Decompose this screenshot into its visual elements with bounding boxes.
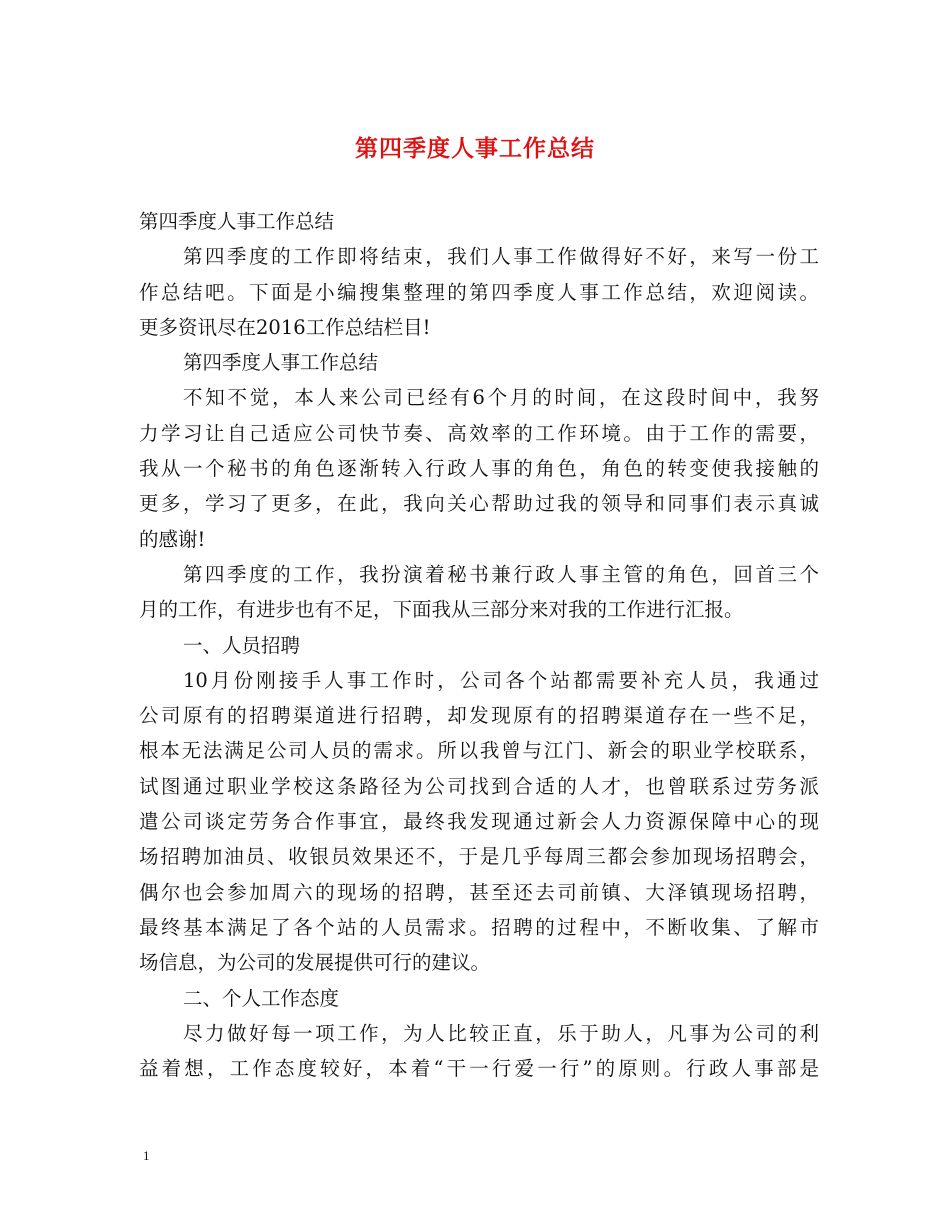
text-line: 场信息，为公司的发展提供可行的建议。 — [139, 951, 491, 975]
text-line: 不知不觉，本人来公司已经有6个月的时间，在这段时间中，我努 — [183, 386, 819, 410]
text-line: 一、人员招聘 — [183, 633, 301, 657]
text-line: 尽力做好每一项工作，为人比较正直，乐于助人，凡事为公司的利 — [183, 1021, 819, 1045]
text-line: 我从一个秘书的角色逐渐转入行政人事的角色，角色的转变使我接触的 — [139, 457, 819, 481]
text-line: 月的工作，有进步也有不足，下面我从三部分来对我的工作进行汇报。 — [139, 598, 744, 622]
document-title: 第四季度人事工作总结 — [355, 135, 595, 162]
text-line: 第四季度人事工作总结 — [139, 210, 335, 233]
text-line: 第四季度的工作即将结束，我们人事工作做得好不好，来写一份工 — [183, 245, 819, 269]
text-line: 更多，学习了更多，在此，我向关心帮助过我的领导和同事们表示真诚 — [139, 492, 819, 516]
document-body — [139, 204, 819, 1086]
text-line: 根本无法满足公司人员的需求。所以我曾与江门、新会的职业学校联系， — [139, 739, 819, 763]
text-line: 二、个人工作态度 — [183, 986, 340, 1010]
text-line: 遣公司谈定劳务合作事宜，最终我发现通过新会人力资源保障中心的现 — [139, 810, 819, 834]
text-line: 场招聘加油员、收银员效果还不，于是几乎每周三都会参加现场招聘会， — [139, 845, 819, 869]
text-line: 力学习让自己适应公司快节奏、高效率的工作环境。由于工作的需要， — [139, 421, 819, 445]
text-line: 10月份刚接手人事工作时，公司各个站都需要补充人员，我通过 — [183, 668, 819, 692]
text-line: 益着想，工作态度较好，本着“干一行爱一行”的原则。行政人事部是 — [139, 1057, 819, 1081]
text-line: 作总结吧。下面是小编搜集整理的第四季度人事工作总结，欢迎阅读。 — [139, 280, 819, 304]
text-line: 第四季度人事工作总结 — [183, 351, 379, 375]
text-line: 的感谢! — [139, 527, 206, 551]
text-line: 更多资讯尽在2016工作总结栏目! — [139, 315, 431, 339]
text-line: 偶尔也会参加周六的现场的招聘，甚至还去司前镇、大泽镇现场招聘， — [139, 880, 819, 904]
text-line: 公司原有的招聘渠道进行招聘，却发现原有的招聘渠道存在一些不足， — [139, 704, 819, 728]
text-line: 第四季度的工作，我扮演着秘书兼行政人事主管的角色，回首三个 — [183, 562, 819, 586]
text-line: 最终基本满足了各个站的人员需求。招聘的过程中，不断收集、了解市 — [139, 915, 819, 939]
text-line: 试图通过职业学校这条路径为公司找到合适的人才，也曾联系过劳务派 — [139, 774, 819, 798]
page-number: 1 — [143, 1148, 150, 1163]
